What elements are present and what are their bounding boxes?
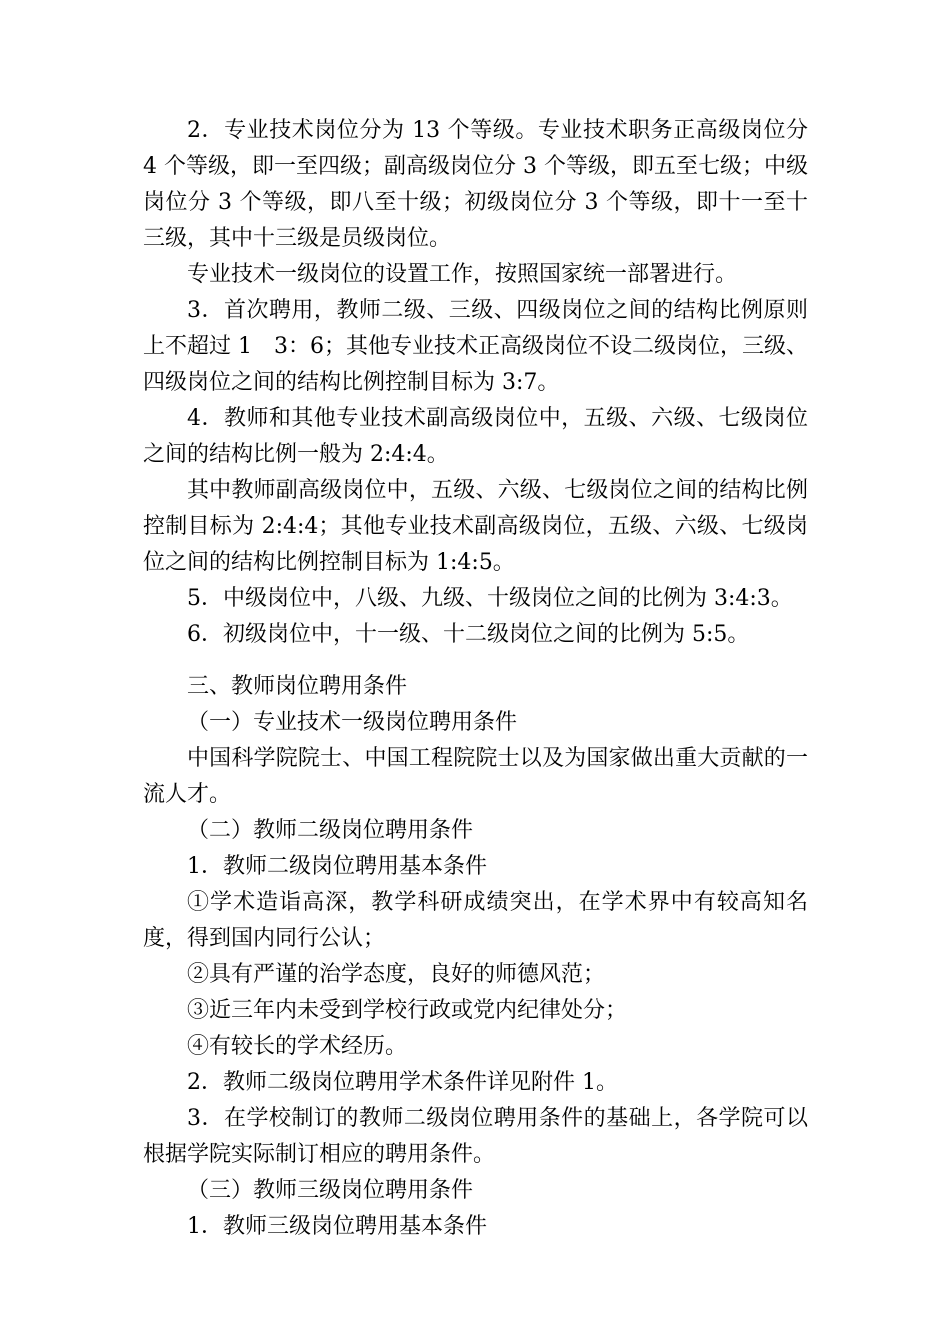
paragraph-professional-levels: 2．专业技术岗位分为 13 个等级。专业技术职务正高级岗位分 4 个等级，即一至四级；副高级岗位分 3 个等级，即五至七级；中级岗位分 3 个等级，即八至十级；初级岗位分 3 个等级，即十一至十三级，其中十三级是员级岗位。	[143, 118, 815, 251]
list-heading: 1．教师三级岗位聘用基本条件	[187, 1214, 487, 1239]
paragraph-associate-senior-ratio: 4．教师和其他专业技术副高级岗位中，五级、六级、七级岗位之间的结构比例一般为 2:4:4。	[143, 406, 808, 467]
document-page	[143, 113, 815, 1245]
subsection-heading: （三）教师三级岗位聘用条件	[187, 1178, 474, 1203]
list-item: ②具有严谨的治学态度，良好的师德风范；	[187, 962, 606, 987]
paragraph-intermediate-ratio: 5．中级岗位中，八级、九级、十级岗位之间的比例为 3:4:3。	[187, 586, 793, 611]
paragraph-level-one-setup: 专业技术一级岗位的设置工作，按照国家统一部署进行。	[187, 262, 738, 287]
paragraph-college-conditions: 3．在学校制订的教师二级岗位聘用条件的基础上，各学院可以根据学院实际制订相应的聘用条件。	[143, 1106, 808, 1167]
paragraph-academic-conditions: 2．教师二级岗位聘用学术条件详见附件 1。	[187, 1070, 618, 1095]
paragraph-teacher-associate-target: 其中教师副高级岗位中，五级、六级、七级岗位之间的结构比例控制目标为 2:4:4；其他专业技术副高级岗位，五级、六级、七级岗位之间的结构比例控制目标为 1:4:5。	[143, 478, 808, 575]
list-heading: 1．教师二级岗位聘用基本条件	[187, 854, 487, 879]
paragraph-level-one-conditions: 中国科学院院士、中国工程院院士以及为国家做出重大贡献的一流人才。	[143, 746, 808, 807]
section-heading: 三、教师岗位聘用条件	[187, 674, 408, 699]
paragraph-junior-ratio: 6．初级岗位中，十一级、十二级岗位之间的比例为 5:5。	[187, 622, 750, 647]
subsection-heading: （一）专业技术一级岗位聘用条件	[187, 710, 518, 735]
list-item: ①学术造诣高深，教学科研成绩突出，在学术界中有较高知名度，得到国内同行公认；	[143, 890, 808, 951]
list-item: ④有较长的学术经历。	[187, 1034, 408, 1059]
subsection-heading: （二）教师二级岗位聘用条件	[187, 818, 474, 843]
paragraph-first-hire-ratio: 3．首次聘用，教师二级、三级、四级岗位之间的结构比例原则上不超过 1 3：6；其他专业技术正高级岗位不设二级岗位，三级、四级岗位之间的结构比例控制目标为 3:7。	[143, 298, 808, 395]
list-item: ③近三年内未受到学校行政或党内纪律处分；	[187, 998, 628, 1023]
